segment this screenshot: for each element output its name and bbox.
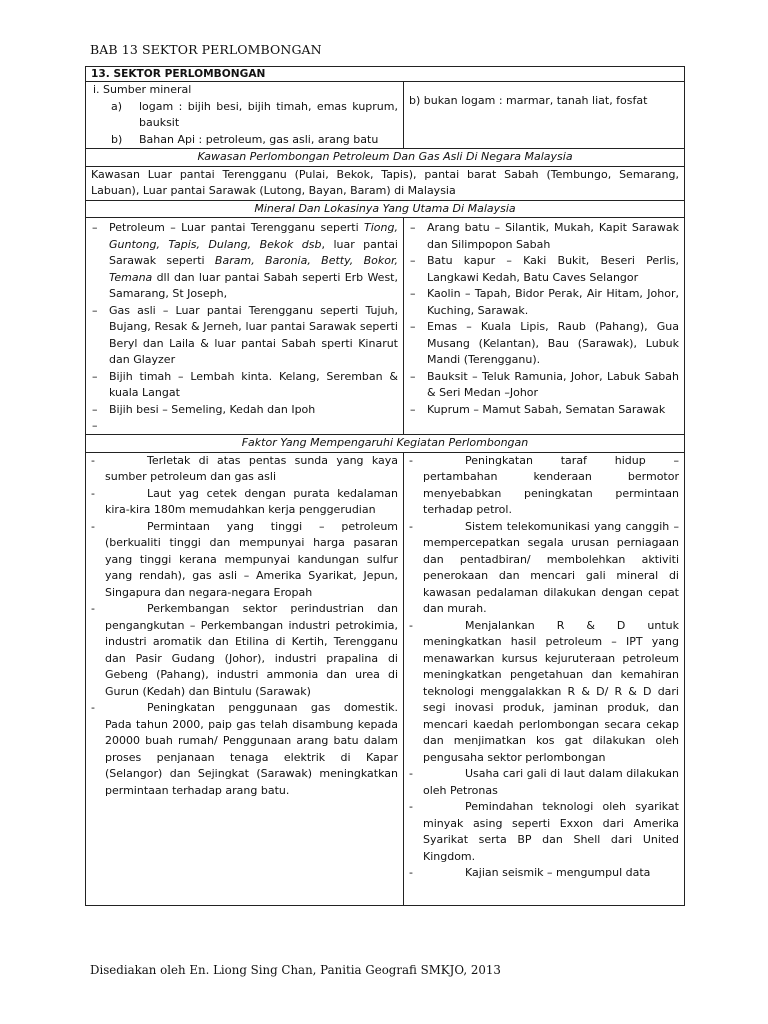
petroleum-lead: Petroleum – Luar pantai Terengganu seperti xyxy=(109,221,365,234)
factor-text: Sistem telekomunikasi yang canggih – mempercepatkan segala urusan perniagaan dan pentadbiran/ membolehkan aktiviti penerokaan dan mencari gali mineral di kawasan pedalaman dilakukan dengan cepat dan murah. xyxy=(423,519,679,615)
factor-text: Peningkatan taraf hidup – pertambahan kenderaan bermotor menyebabkan peningkatan permintaan terhadap petrol. xyxy=(423,453,679,516)
section-title-row xyxy=(86,67,685,82)
factor-text: Menjalankan R & D untuk meningkatkan hasil petroleum – IPT yang menawarkan kursus kejuruteraan petroleum meningkatkan pengetahuan dan kemahiran teknologi menggalakkan R & D/ R & D dari segi inovasi produk, jaminan produk, dan mencari kaedah perlombongan secara cekap dan menjimatkan kos gat dilakukan oleh pengusaha sektor perlombongan xyxy=(423,618,679,764)
factor-text: Pemindahan teknologi oleh syarikat minyak asing seperti Exxon dari Amerika Syarikat serta BP dan Shell dari United Kingdom. xyxy=(423,800,679,863)
factor-text: Usaha cari gali di laut dalam dilakukan oleh Petronas xyxy=(423,767,679,797)
list-item xyxy=(409,766,679,799)
petroleum-tail: dll dan luar pantai Sabah seperti Erb West, Samarang, St Joseph, xyxy=(109,270,398,300)
petroleum-area-heading: Kawasan Perlombongan Petroleum Dan Gas Asli Di Negara Malaysia xyxy=(86,149,685,167)
mineral-location-row xyxy=(86,218,685,435)
section-title: 13. SEKTOR PERLOMBONGAN xyxy=(86,67,685,82)
bukan-logam-cell: b) bukan logam : marmar, tanah liat, fosfat xyxy=(404,82,685,149)
bahan-api-letter: b) xyxy=(111,132,123,146)
list-item: – Kuprum – Mamut Sabah, Sematan Sarawak xyxy=(409,402,679,419)
factor-text: Permintaan yang tinggi – petroleum (berkualiti tinggi dan mempunyai harga pasaran yang tinggi kerana mempunyai kandungan sulfur yang rendah), gas asli – Amerika Syarikat, Jepun, Singapura dan negara-negara Eropah xyxy=(105,519,398,599)
list-item: – Arang batu – Silantik, Mukah, Kapit Sarawak dan Silimpopon Sabah xyxy=(409,220,679,253)
factor-text: Peningkatan penggunaan gas domestik. Pada tahun 2000, paip gas telah disambung kepada 20000 buah rumah/ Penggunaan arang batu dalam proses penjanaan tenaga elektrik di Kapar (Selangor) dan Sejingkat (Sarawak) meningkatkan permintaan terhadap arang batu. xyxy=(105,701,398,797)
mineral-location-right-cell xyxy=(404,218,685,435)
list-item xyxy=(91,601,398,700)
factors-right-list xyxy=(409,453,679,882)
factors-left-list xyxy=(91,453,398,800)
list-item: – Emas – Kuala Lipis, Raub (Pahang), Gua Musang (Kelantan), Bau (Sarawak), Lubuk Mandi (Terengganu). xyxy=(409,319,679,369)
list-item: – Kaolin – Tapah, Bidor Perak, Air Hitam, Johor, Kuching, Sarawak. xyxy=(409,286,679,319)
logam-item xyxy=(111,99,398,132)
list-item xyxy=(409,799,679,865)
list-item xyxy=(409,618,679,767)
mineral-source-cell xyxy=(86,82,404,149)
petroleum-mid: , luar pantai Sarawak seperti xyxy=(109,237,398,267)
list-item: – Bijih besi – Semeling, Kedah dan Ipoh xyxy=(91,402,398,419)
factors-right-clip xyxy=(409,453,679,905)
list-item: – Batu kapur – Kaki Bukit, Beseri Perlis, Langkawi Kedah, Batu Caves Selangor xyxy=(409,253,679,286)
list-item xyxy=(91,220,398,303)
factor-text: Perkembangan sektor perindustrian dan pengangkutan – Perkembangan industri petrokimia, industri aromatik dan Etilina di Kertih, Terengganu dan Pasir Gudang (Johor), industri prapalina di Gebeng (Pahang), industri ammonia dan urea di Gurun (Kedah) dan Bintulu (Sarawak) xyxy=(105,602,398,698)
factors-heading-row xyxy=(86,435,685,453)
factors-left-clip xyxy=(91,453,398,905)
list-item xyxy=(91,453,398,486)
list-item xyxy=(91,700,398,799)
mineral-source-row xyxy=(86,82,685,149)
list-item xyxy=(409,865,679,882)
mineral-location-heading-row xyxy=(86,200,685,218)
factors-right-cell xyxy=(404,452,685,905)
petroleum-area-text: Kawasan Luar pantai Terengganu (Pulai, Bekok, Tapis), pantai barat Sabah (Tembungo, Semarang, Labuan), Luar pantai Sarawak (Lutong, Bayan, Baram) di Malaysia xyxy=(86,166,685,200)
list-item xyxy=(409,519,679,618)
factor-text: Terletak di atas pentas sunda yang kaya sumber petroleum dan gas asli xyxy=(105,453,398,483)
factors-row xyxy=(86,452,685,905)
petroleum-area-row xyxy=(86,166,685,200)
list-item: – Gas asli – Luar pantai Terengganu seperti Tujuh, Bujang, Resak & Jerneh, luar pantai Sarawak seperti Beryl dan Laila & luar pantai Sabah sperti Kinarut dan Glayzer xyxy=(91,303,398,369)
list-item xyxy=(91,418,398,434)
mineral-location-heading: Mineral Dan Lokasinya Yang Utama Di Malaysia xyxy=(86,200,685,218)
factors-heading: Faktor Yang Mempengaruhi Kegiatan Perlombongan xyxy=(86,435,685,453)
mineral-location-left-list xyxy=(91,220,398,434)
list-item xyxy=(409,453,679,519)
sarawak-fields: Baram, Baronia, Betty, Bokor, Temana xyxy=(109,254,398,284)
logam-letter: a) xyxy=(111,99,123,113)
bahan-api-text: Bahan Api : petroleum, gas asli, arang batu xyxy=(139,132,379,146)
mineral-location-left-cell xyxy=(86,218,404,435)
logam-text: logam : bijih besi, bijih timah, emas kuprum, bauksit xyxy=(139,99,398,129)
mineral-source-heading: i. Sumber mineral xyxy=(93,83,192,96)
factors-left-cell xyxy=(86,452,404,905)
petroleum-area-heading-row xyxy=(86,149,685,167)
notes-table xyxy=(85,66,685,906)
factor-text: Laut yag cetek dengan purata kedalaman kira-kira 180m memudahkan kerja penggerudian xyxy=(105,486,398,516)
terengganu-fields: Tiong, Guntong, Tapis, Dulang, Bekok dsb xyxy=(109,221,398,251)
list-item: – Bijih timah – Lembah kinta. Kelang, Seremban & kuala Langat xyxy=(91,369,398,402)
factor-text: Kajian seismik – mengumpul data xyxy=(465,866,651,879)
list-item xyxy=(91,486,398,519)
list-item: – Bauksit – Teluk Ramunia, Johor, Labuk Sabah & Seri Medan –Johor xyxy=(409,369,679,402)
mineral-location-right-list xyxy=(409,220,679,418)
page-footer: Disediakan oleh En. Liong Sing Chan, Panitia Geografi SMKJO, 2013 xyxy=(90,963,501,977)
chapter-title: BAB 13 SEKTOR PERLOMBONGAN xyxy=(90,42,322,57)
bahan-api-item xyxy=(111,132,398,149)
list-item xyxy=(91,519,398,602)
